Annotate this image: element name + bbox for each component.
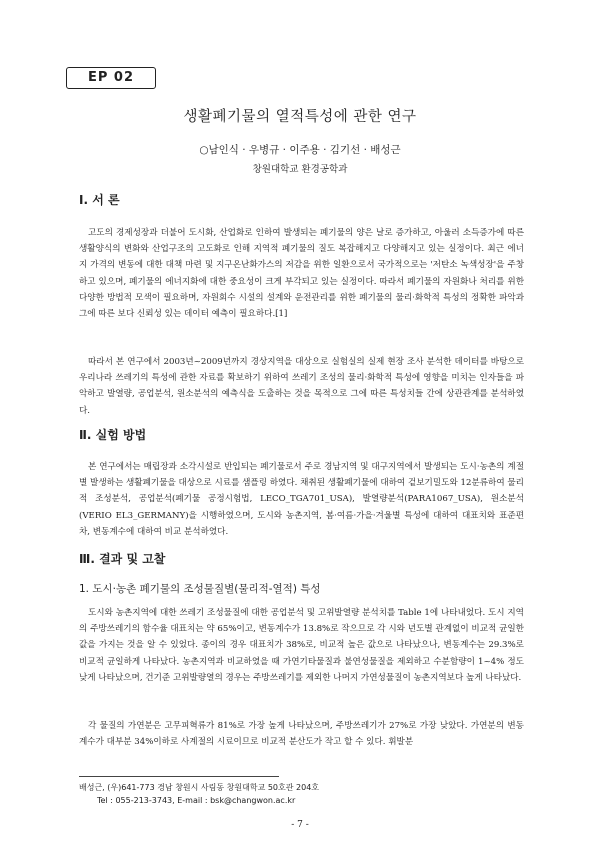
episode-label: EP 02 [66, 67, 156, 89]
intro-paragraph-1: 고도의 경제성장과 더불어 도시화, 산업화로 인하여 발생되는 폐기물의 양은 날로 증가하고, 아울러 소득증가에 따른 생활양식의 변화와 산업구조의 고도화로 인해 지역적 폐기물의 질도 복잡해지고 다양해지고 있는 실정이다. 최근 에너지 가격의 변동에 대한 대책 마련 및 지구온난화가스의 저감을 위한 일환으로서 국가적으로는 '저탄소 녹색성장'을 주창하고 있으며, 폐기물의 에너지화에 대한 중요성이 크게 부각되고 있는 실정이다. 따라서 폐기물의 자원화나 처리를 위한 다양한 방법적 모색이 필요하며, 자원회수 시설의 설계와 운전관리를 위한 폐기물의 물리·화학적 특성의 정확한 파악과 그에 따른 보다 신뢰성 있는 데이터 예측이 필요하다.[1] [79, 228, 524, 320]
footnote-divider [79, 776, 279, 777]
section-heading-method: Ⅱ. 실험 방법 [79, 428, 147, 442]
subsection-heading-1: 1. 도시·농촌 폐기물의 조성물질별(물리적-열적) 특성 [79, 583, 321, 595]
affiliation: 창원대학교 환경공학과 [252, 164, 348, 175]
results-paragraph-1: 도시와 농촌지역에 대한 쓰레기 조성물질에 대한 공업분석 및 고위발열량 분석치를 Table 1에 나타내었다. 도시 지역의 주방쓰레기의 함수율 대표치는 약 65%이고, 변동계수가 13.8%로 작으므로 각 시와 년도별 관계없이 비교적 균일한 값을 가지는 것을 알 수 있었다. 종이의 경우 대표치가 38%로, 비교적 높은 값으로 나타났으나, 변동계수는 29.3%로 비교적 균일하게 나타났다. 농촌지역과 비교하였을 때 가연기타물질과 불연성물질을 제외하고 수분함량이 1~4% 정도 낮게 나타났으며, 건기준 고위발량열의 경우는 주방쓰레기를 제외한 나머지 가연성물질이 농촌지역보다 높게 나타났다. [79, 608, 524, 683]
page-number: - 7 - [291, 820, 309, 830]
footnote-address: 배성근, (우)641-773 경남 창원시 사림동 창원대학교 50호관 204호 [79, 783, 320, 792]
results-paragraph-2: 각 물질의 가연분은 고무피혁류가 81%로 가장 높게 나타났으며, 주방쓰레기가 27%로 가장 낮았다. 가연분의 변동계수가 대부분 34%이하로 사계절의 시료이므로 비교적 분산도가 작고 할 수 있다. 휘발분 [79, 721, 524, 748]
paper-title: 생활폐기물의 열적특성에 관한 연구 [183, 109, 417, 125]
footnote-contact: Tel : 055-213-3743, E-mail : bsk@changwon.ac.kr [97, 796, 296, 805]
section-heading-results: Ⅲ. 결과 및 고찰 [79, 552, 166, 566]
author-list: ○남인식 · 우병규 · 이주용 · 김기선 · 배성근 [199, 144, 401, 156]
section-heading-introduction: Ⅰ. 서 론 [79, 193, 120, 207]
method-paragraph-1: 본 연구에서는 매립장과 소각시설로 반입되는 폐기물로서 주로 경남지역 및 대구지역에서 발생되는 도시·농촌의 계절별 발생하는 생활폐기물을 대상으로 시료를 샘플링 하였다. 채취된 생활폐기물에 대하여 겉보기밀도와 12분류하여 물리적 조성분석, 공업분석(폐기물 공정시험법, LECO_TGA701_USA), 발열량분석(PARA1067_USA), 원소분석(VERIO EL3_GERMANY)을 시행하였으며, 도시와 농촌지역, 봄·여름·가을·겨울별 특성에 대하여 대표치와 표준편차, 변동계수에 대하여 비교 분석하였다. [79, 462, 524, 537]
intro-paragraph-2: 따라서 본 연구에서 2003년~2009년까지 경상지역을 대상으로 실험실의 실제 현장 조사 분석한 데이터를 바탕으로 우리나라 쓰레기의 특성에 관한 자료를 확보하기 위하여 쓰레기 조성의 물리·화학적 특성에 영향을 미치는 인자들을 파악하고 발열량, 공업분석, 원소분석의 예측식을 도출하는 것을 목적으로 그에 따른 특성치들 간에 상관관계를 분석하였다. [79, 357, 524, 416]
